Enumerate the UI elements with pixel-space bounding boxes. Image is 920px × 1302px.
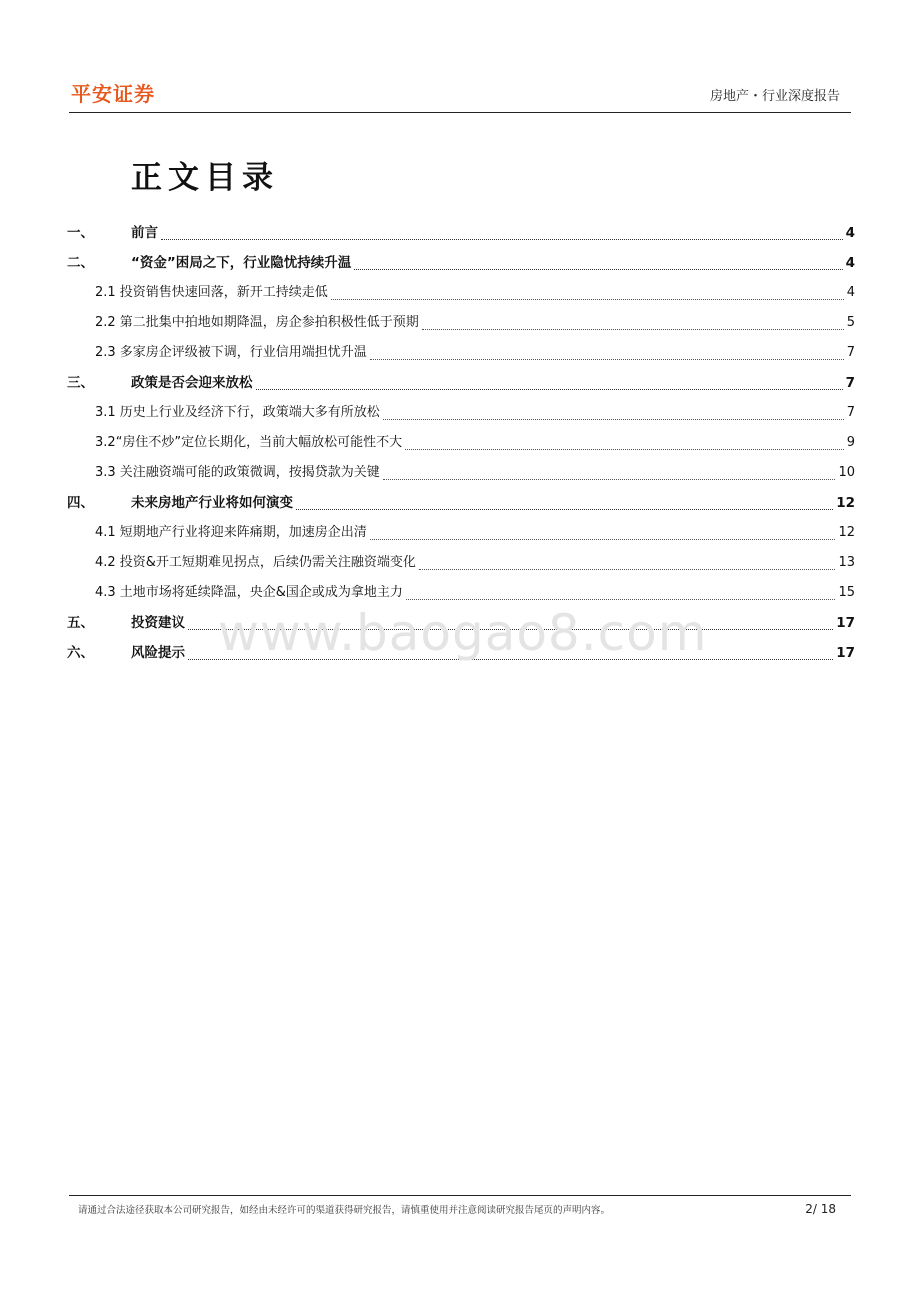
toc-entry-number: 六、	[67, 645, 94, 661]
toc-entry-label: 投资&开工短期难见拐点，后续仍需关注融资端变化	[119, 555, 416, 570]
toc-entry-label: 政策是否会迎来放松	[131, 375, 253, 391]
toc-leader-dots	[370, 359, 844, 360]
toc-leader-dots	[370, 539, 836, 540]
toc-entry[interactable]	[67, 398, 855, 428]
toc-leader-dots	[354, 269, 842, 270]
toc-entry-number: 一、	[67, 225, 94, 241]
toc-entry-number: 3.2	[95, 435, 116, 450]
toc-entry[interactable]	[67, 458, 855, 488]
toc-entry[interactable]	[67, 578, 855, 608]
toc-entry-page: 15	[838, 585, 855, 600]
toc-entry[interactable]	[67, 248, 855, 278]
toc-entry-page: 5	[846, 315, 855, 330]
header-divider	[69, 112, 851, 113]
company-logo: 平安证券	[71, 82, 155, 106]
toc-entry[interactable]	[67, 218, 855, 248]
toc-entry[interactable]	[67, 368, 855, 398]
toc-leader-dots	[331, 299, 844, 300]
toc-entry-label: 多家房企评级被下调，行业信用端担忧升温	[119, 345, 367, 360]
toc-entry-label: 风险提示	[131, 645, 185, 661]
toc-entry-label: 投资建议	[131, 615, 185, 631]
toc-leader-dots	[405, 449, 844, 450]
toc-entry-page: 7	[845, 375, 855, 391]
toc-entry-number: 4.2	[95, 555, 116, 570]
toc-entry-page: 17	[836, 615, 855, 631]
table-of-contents	[67, 218, 855, 668]
watermark: www.baogao8.com	[218, 604, 708, 662]
toc-entry[interactable]	[67, 428, 855, 458]
footer-divider	[69, 1195, 851, 1196]
toc-leader-dots	[256, 389, 843, 390]
toc-entry-page: 10	[838, 465, 855, 480]
toc-leader-dots	[296, 509, 833, 510]
page-number: 2/ 18	[805, 1202, 836, 1216]
toc-entry[interactable]	[67, 278, 855, 308]
toc-entry[interactable]	[67, 638, 855, 668]
toc-leader-dots	[383, 479, 836, 480]
report-section-label: 房地产・行业深度报告	[709, 89, 840, 104]
toc-entry-number: 2.2	[95, 315, 116, 330]
toc-entry-number: 2.3	[95, 345, 116, 360]
toc-entry-number: 3.3	[95, 465, 116, 480]
toc-entry-page: 4	[845, 225, 855, 241]
toc-entry-number: 2.1	[95, 285, 116, 300]
toc-entry-number: 4.3	[95, 585, 116, 600]
toc-entry-page: 13	[838, 555, 855, 570]
toc-entry[interactable]	[67, 518, 855, 548]
toc-entry-label: 第二批集中拍地如期降温，房企参拍积极性低于预期	[119, 315, 419, 330]
toc-leader-dots	[419, 569, 836, 570]
toc-leader-dots	[383, 419, 844, 420]
footer-disclaimer: 请通过合法途径获取本公司研究报告，如经由未经许可的渠道获得研究报告，请慎重使用并注意阅读研究报告尾页的声明内容。	[78, 1205, 611, 1216]
toc-leader-dots	[422, 329, 844, 330]
toc-entry-page: 12	[838, 525, 855, 540]
toc-entry-page: 4	[845, 255, 855, 271]
toc-entry-label: 投资销售快速回落，新开工持续走低	[119, 285, 328, 300]
toc-entry-page: 9	[846, 435, 855, 450]
toc-entry-number: 4.1	[95, 525, 116, 540]
toc-entry-label: 土地市场将延续降温，央企&国企或成为拿地主力	[119, 585, 403, 600]
toc-entry[interactable]	[67, 488, 855, 518]
toc-entry-number: 五、	[67, 615, 94, 631]
toc-entry-label: 未来房地产行业将如何演变	[131, 495, 293, 511]
toc-leader-dots	[188, 629, 833, 630]
toc-entry[interactable]	[67, 548, 855, 578]
toc-leader-dots	[188, 659, 833, 660]
toc-entry-page: 4	[846, 285, 855, 300]
toc-entry-number: 二、	[67, 255, 94, 271]
toc-entry[interactable]	[67, 308, 855, 338]
toc-entry-page: 17	[836, 645, 855, 661]
toc-entry-page: 7	[846, 405, 855, 420]
toc-entry-label: 短期地产行业将迎来阵痛期，加速房企出清	[119, 525, 367, 540]
toc-entry-number: 3.1	[95, 405, 116, 420]
toc-entry-label: “资金”困局之下，行业隐忧持续升温	[131, 255, 352, 271]
toc-entry-page: 12	[836, 495, 855, 511]
toc-entry-label: 前言	[131, 225, 158, 241]
toc-leader-dots	[161, 239, 843, 240]
toc-entry-number: 四、	[67, 495, 94, 511]
toc-entry-label: “房住不炒”定位长期化，当前大幅放松可能性不大	[115, 435, 403, 450]
toc-entry[interactable]	[67, 608, 855, 638]
toc-entry-page: 7	[846, 345, 855, 360]
toc-leader-dots	[406, 599, 836, 600]
toc-entry-label: 历史上行业及经济下行，政策端大多有所放松	[119, 405, 380, 420]
toc-entry[interactable]	[67, 338, 855, 368]
toc-title: 正文目录	[131, 160, 279, 196]
toc-entry-number: 三、	[67, 375, 94, 391]
toc-entry-label: 关注融资端可能的政策微调，按揭贷款为关键	[119, 465, 380, 480]
